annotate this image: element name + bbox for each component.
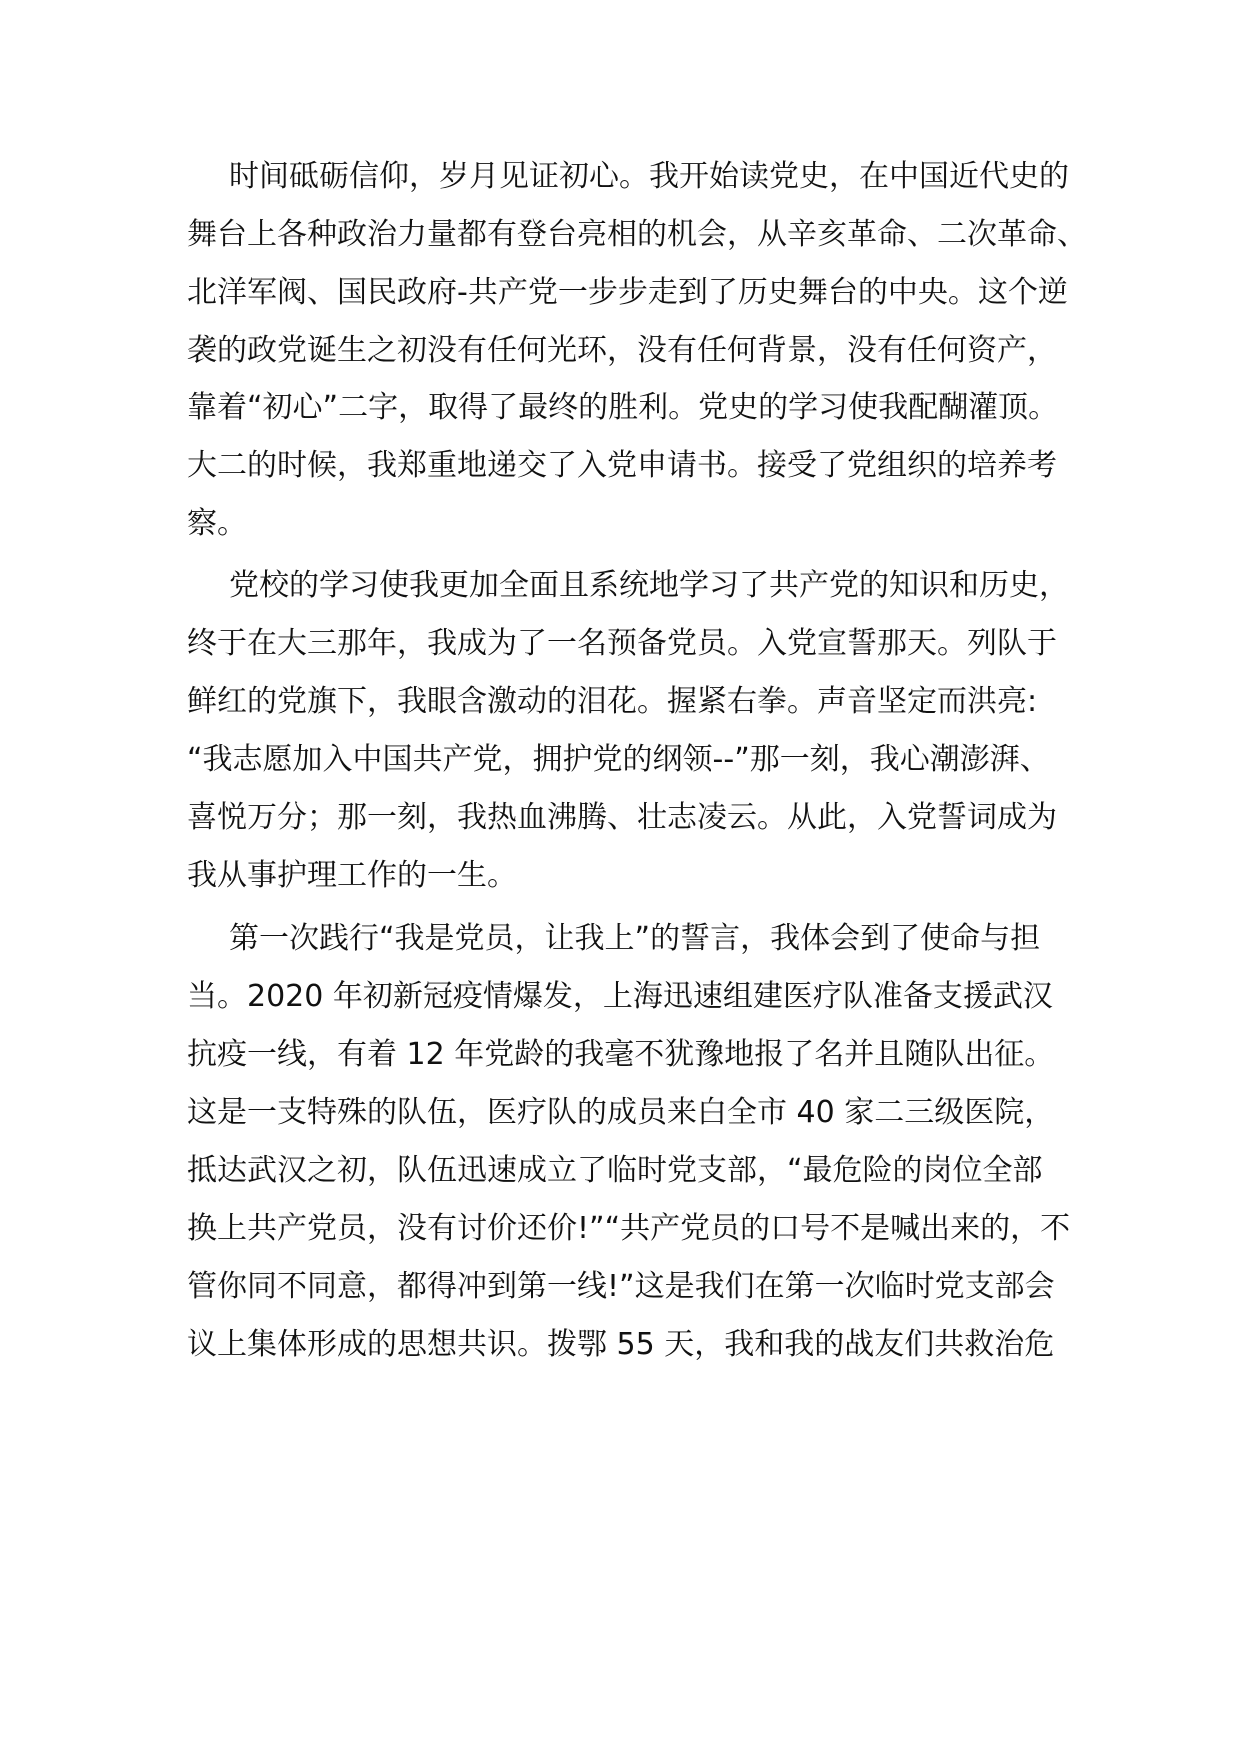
paragraph-2-line-4: “我志愿加入中国共产党，拥护党的纲领--”那一刻，我心潮澎湃、 <box>187 742 1050 777</box>
paragraph-1-line-2: 舞台上各种政治力量都有登台亮相的机会，从辛亥革命、二次革命、 <box>187 217 1087 252</box>
paragraph-1-line-7: 察。 <box>187 506 247 541</box>
paragraph-3-line-4: 这是一支特殊的队伍，医疗队的成员来白全市 40 家二三级医院， <box>187 1095 1055 1130</box>
paragraph-3-line-6: 换上共产党员，没有讨价还价!”“共产党员的口号不是喊出来的，不 <box>187 1211 1071 1246</box>
paragraph-1-line-4: 袭的政党诞生之初没有任何光环，没有任何背景，没有任何资产， <box>187 333 1057 368</box>
paragraph-3-line-5: 抵达武汉之初，队伍迅速成立了临时党支部，“最危险的岗位全部 <box>187 1153 1043 1188</box>
paragraph-2-line-5: 喜悦万分；那一刻，我热血沸腾、壮志凌云。从此，入党誓词成为 <box>187 800 1057 835</box>
paragraph-3-line-7: 管你同不同意，都得冲到第一线!”这是我们在第一次临时党支部会 <box>187 1269 1055 1304</box>
paragraph-3-line-8: 议上集体形成的思想共识。拨鄂 55 天，我和我的战友们共救治危 <box>187 1327 1055 1362</box>
paragraph-1-line-6: 大二的时候，我郑重地递交了入党申请书。接受了党组织的培养考 <box>187 448 1057 483</box>
paragraph-2-line-3: 鲜红的党旗下，我眼含激动的泪花。握紧右拳。声音坚定而洪亮: <box>187 684 1038 719</box>
paragraph-1-line-3: 北洋军阀、国民政府-共产党一步步走到了历史舞台的中央。这个逆 <box>187 275 1068 310</box>
paragraph-1-line-1: 时间砥砺信仰，岁月见证初心。我开始读党史，在中国近代史的 <box>229 159 1069 194</box>
paragraph-3-line-2: 当。2020 年初新冠疫情爆发，上海迅速组建医疗队准备支援武汉 <box>187 979 1053 1014</box>
paragraph-2-line-1: 党校的学习使我更加全面且系统地学习了共产党的知识和历史， <box>229 568 1069 603</box>
paragraph-3-line-1: 第一次践行“我是党员，让我上”的誓言，我体会到了使命与担 <box>229 921 1041 956</box>
paragraph-2-line-6: 我从事护理工作的一生。 <box>187 858 517 893</box>
paragraph-2-line-2: 终于在大三那年，我成为了一名预备党员。入党宣誓那天。列队于 <box>187 626 1057 661</box>
paragraph-3-line-3: 抗疫一线，有着 12 年党龄的我毫不犹豫地报了名并且随队出征。 <box>187 1037 1055 1072</box>
paragraph-1-line-5: 靠着“初心”二字，取得了最终的胜利。党史的学习使我配醐灌顶。 <box>187 390 1059 425</box>
